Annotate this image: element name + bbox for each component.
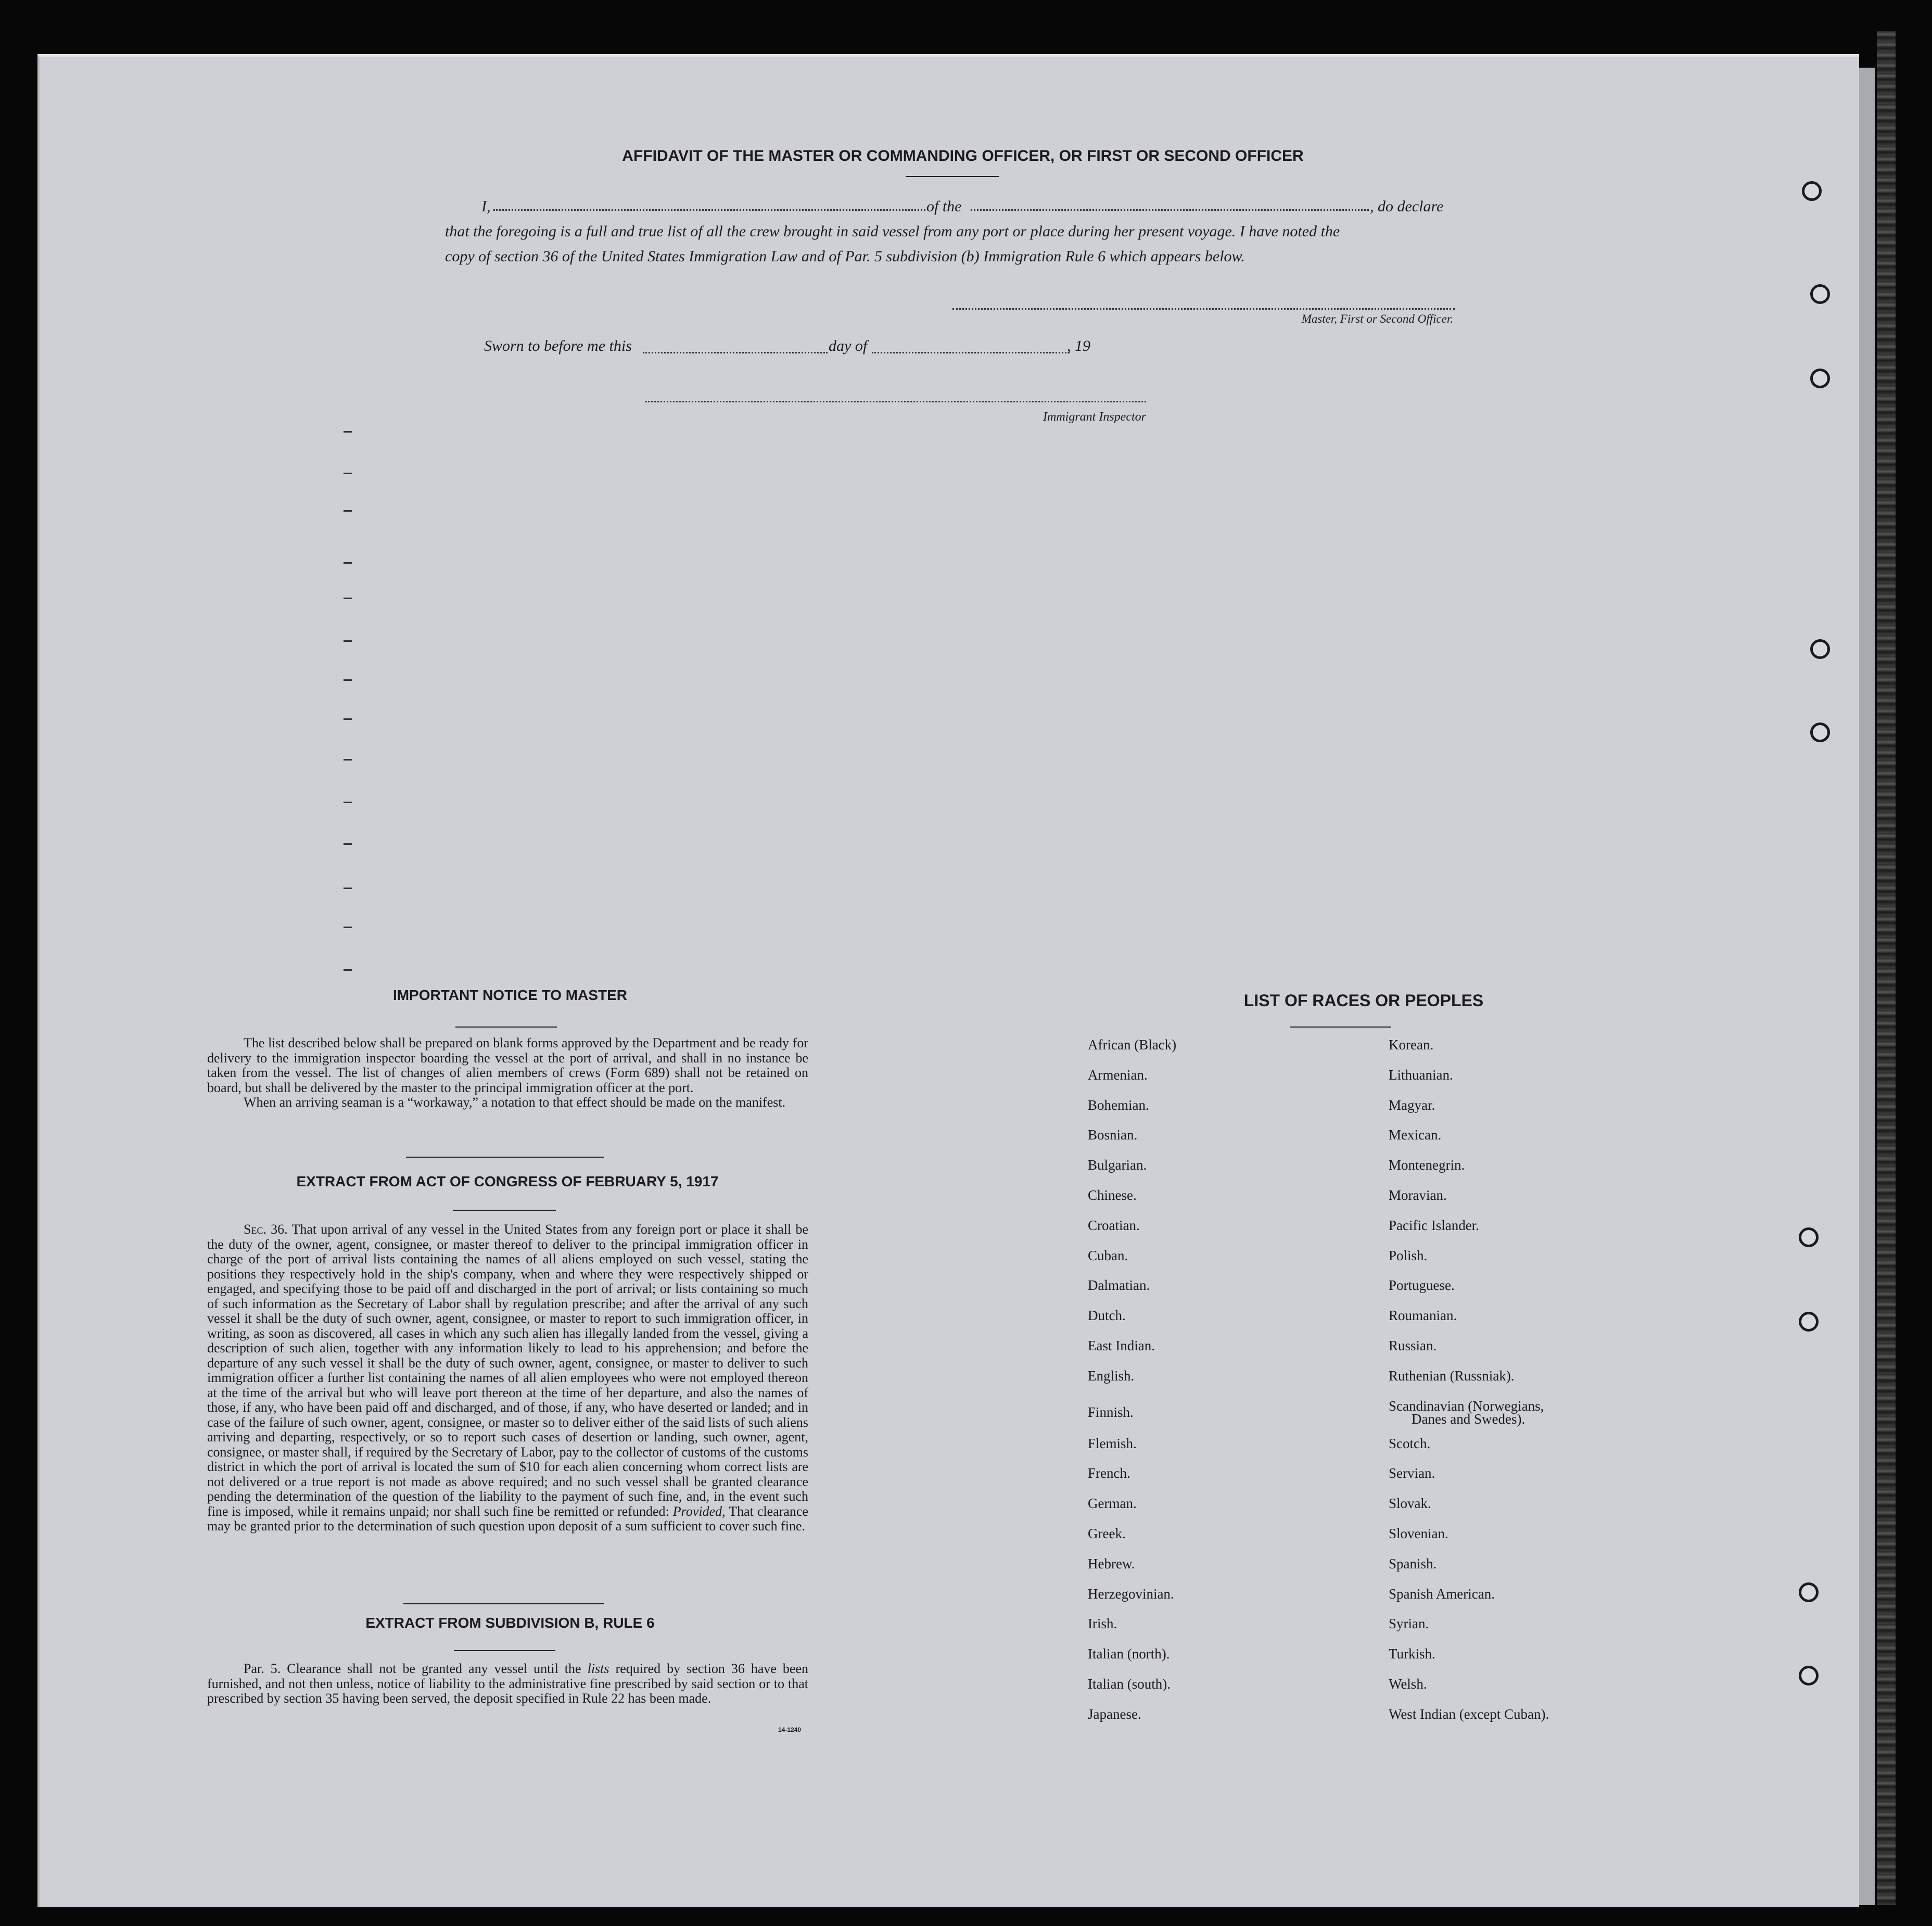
margin-tick bbox=[344, 510, 352, 512]
lists-word: lists bbox=[587, 1661, 609, 1676]
page-edge-strip bbox=[1877, 31, 1896, 1905]
binder-hole-icon bbox=[1799, 1312, 1819, 1332]
notice-paragraph-1: The list described below shall be prepared on blank forms approved by the Department and be ready for delivery to the immigration inspector boarding the vessel at the port of arrival, and shall in no instance be taken from the vessel. The list of changes of alien members of crews (Form 689) shall not be retained on board, but shall be delivered by the master to the principal immigration officer at the port. bbox=[207, 1035, 808, 1095]
margin-tick bbox=[344, 969, 352, 971]
affidavit-line-3: copy of section 36 of the United States Immigration Law and of Par. 5 subdivision (b) Immigration Rule 6 which appears below. bbox=[445, 248, 1245, 265]
affidavit-i-label: I, bbox=[481, 198, 491, 215]
race-item: Flemish. bbox=[1088, 1435, 1137, 1451]
race-item: Italian (south). bbox=[1088, 1676, 1171, 1692]
race-item: Dutch. bbox=[1088, 1308, 1126, 1324]
margin-tick bbox=[344, 473, 352, 474]
race-item: Slovak. bbox=[1389, 1496, 1431, 1512]
race-item: Slovenian. bbox=[1389, 1525, 1448, 1541]
form-number: 14-1240 bbox=[778, 1726, 802, 1733]
master-signature-label: Master, First or Second Officer. bbox=[1301, 312, 1453, 325]
race-item: English. bbox=[1088, 1367, 1135, 1384]
race-item: Welsh. bbox=[1389, 1676, 1427, 1692]
section-36-text-end: That clearance may be granted prior to the determination of such question upon deposit of a sum sufficient to cover such fine. bbox=[207, 1503, 809, 1534]
binder-spine bbox=[1859, 68, 1875, 1905]
binder-hole-icon bbox=[1799, 1666, 1819, 1686]
race-item: Herzegovinian. bbox=[1088, 1586, 1174, 1602]
race-item: East Indian. bbox=[1088, 1337, 1155, 1353]
inspector-signature-line[interactable] bbox=[645, 401, 1146, 402]
races-title-underline bbox=[1290, 1027, 1391, 1028]
race-item: Scotch. bbox=[1389, 1435, 1431, 1451]
par-5-text-end: required by section 36 have been furnished, and not then unless, notice of liability to the administrative fine prescribed by said section or to that prescribed by section 35 having been served, the deposit specified in Rule 22 has been made. bbox=[207, 1661, 808, 1706]
par-5-text-start: Par. 5. Clearance shall not be granted any vessel until the bbox=[244, 1661, 581, 1676]
race-item: Ruthenian (Russniak). bbox=[1389, 1367, 1515, 1384]
master-signature-line[interactable] bbox=[952, 308, 1455, 310]
sworn-month-field[interactable] bbox=[872, 352, 1070, 353]
race-item: Bulgarian. bbox=[1088, 1157, 1147, 1173]
affiant-name-field[interactable] bbox=[493, 209, 925, 211]
section-divider bbox=[406, 1157, 604, 1158]
race-item: Spanish. bbox=[1389, 1555, 1437, 1572]
provided-label: Provided, bbox=[672, 1503, 726, 1519]
margin-tick bbox=[344, 759, 352, 761]
binder-hole-icon bbox=[1802, 181, 1822, 201]
races-left-column bbox=[1088, 1037, 1379, 1737]
race-item: Finnish. bbox=[1088, 1404, 1134, 1420]
margin-tick bbox=[344, 679, 352, 681]
race-item: German. bbox=[1088, 1496, 1137, 1512]
affidavit-of-the-label: of the bbox=[926, 198, 962, 215]
race-item: Spanish American. bbox=[1389, 1586, 1495, 1602]
extract-rule-title: EXTRACT FROM SUBDIVISION B, RULE 6 bbox=[365, 1615, 655, 1631]
race-item: African (Black) bbox=[1088, 1037, 1177, 1053]
notice-body bbox=[207, 1036, 808, 1110]
sworn-day-of-label: day of bbox=[829, 337, 868, 354]
section-divider bbox=[403, 1603, 604, 1604]
margin-tick bbox=[344, 888, 352, 889]
race-item: Russian. bbox=[1389, 1337, 1437, 1353]
race-item: French. bbox=[1088, 1465, 1130, 1481]
binder-hole-icon bbox=[1810, 639, 1830, 659]
margin-tick bbox=[344, 718, 352, 720]
affidavit-line-2: that the foregoing is a full and true list of all the crew brought in said vessel from any port or place during her present voyage. I have noted the bbox=[445, 223, 1340, 240]
sworn-prefix: Sworn to before me this bbox=[484, 337, 632, 354]
notice-paragraph-2: When an arriving seaman is a “workaway,” a notation to that effect should be made on the manifest. bbox=[244, 1095, 786, 1110]
affidavit-title: AFFIDAVIT OF THE MASTER OR COMMANDING OFFICER, OR FIRST OR SECOND OFFICER bbox=[622, 147, 1304, 164]
race-item: Turkish. bbox=[1389, 1646, 1435, 1662]
race-item: Montenegrin. bbox=[1389, 1157, 1465, 1173]
affidavit-declare-label: , do declare bbox=[1370, 198, 1444, 215]
binder-hole-icon bbox=[1810, 723, 1830, 742]
margin-tick bbox=[344, 598, 352, 599]
race-item: Lithuanian. bbox=[1389, 1067, 1453, 1083]
extract-rule-body bbox=[207, 1662, 808, 1706]
race-item: Cuban. bbox=[1088, 1247, 1128, 1263]
race-item: Portuguese. bbox=[1389, 1277, 1455, 1294]
margin-tick bbox=[344, 431, 352, 433]
inspector-signature-label: Immigrant Inspector bbox=[1043, 410, 1146, 424]
race-item: Pacific Islander. bbox=[1389, 1217, 1479, 1233]
margin-tick bbox=[344, 562, 352, 564]
margin-tick bbox=[344, 802, 352, 803]
race-item: Mexican. bbox=[1389, 1127, 1442, 1143]
race-item: Greek. bbox=[1088, 1525, 1126, 1541]
notice-title: IMPORTANT NOTICE TO MASTER bbox=[392, 987, 628, 1003]
race-item: Servian. bbox=[1389, 1465, 1435, 1481]
binder-hole-icon bbox=[1799, 1227, 1819, 1247]
race-item: West Indian (except Cuban). bbox=[1389, 1706, 1549, 1722]
race-item: Irish. bbox=[1088, 1616, 1117, 1632]
extract-act-title: EXTRACT FROM ACT OF CONGRESS OF FEBRUARY 5, 1917 bbox=[296, 1173, 719, 1189]
section-36-text: That upon arrival of any vessel in the United States from any foreign port or place it shall be the duty of the owner, agent, consignee, or master thereof to deliver to the principal immigration officer in charge of the port of arrival lists containing the names of all aliens employed on such vessel, stating the positions they respectively hold in the ship's company, when and where they were respectively shipped or engaged, and specifying those to be paid off and discharged in the port of arrival; or lists containing so much of such information as the Secretary of Labor shall by regulation prescribe; and after the arrival of any such vessel it shall be the duty of such owner, agent, consignee, or master to report to such immigration officer, in writing, as soon as discovered, all cases in which any such alien has illegally landed from the vessel, giving a description of such alien, together with any information likely to lead to his apprehension; and before the departure of any such vessel it shall be the duty of such owner, agent, consignee, or master to deliver to such immigration officer a further list containing the names of all alien employees who were not employed thereon at the time of the arrival but who will leave port thereon at the time of her departure, and also the names of those, if any, who have been paid off and discharged, and of those, if any, who have deserted or landed; and in case of the failure of such owner, agent, consignee, or master so to deliver either of the said lists of such aliens arriving and departing, respectively, or so to report such cases of desertion or landing, such owner, agent, consignee, or master shall, if required by the Secretary of Labor, pay to the collector of customs of the customs district in which the port of arrival is located the sum of $10 for each alien concerning whom correct lists are not delivered or a true report is not made as above required; and no such vessel shall be granted clearance pending the determination of the question of the liability to the payment of such fine, and, in the event such fine is imposed, while it remains unpaid; nor shall such fine be remitted or refunded: bbox=[207, 1222, 808, 1519]
race-item: Bosnian. bbox=[1088, 1127, 1138, 1143]
race-item: Hebrew. bbox=[1088, 1555, 1135, 1572]
sworn-year-label: , 19 bbox=[1067, 337, 1090, 354]
section-36-label: Sec. 36. bbox=[244, 1222, 288, 1237]
race-item: Magyar. bbox=[1389, 1097, 1435, 1113]
race-item: Bohemian. bbox=[1088, 1097, 1149, 1113]
binder-hole-icon bbox=[1799, 1582, 1819, 1602]
vessel-name-field[interactable] bbox=[971, 209, 1369, 211]
sworn-day-field[interactable] bbox=[643, 352, 828, 353]
notice-title-underline bbox=[455, 1027, 557, 1028]
race-item-continued: Danes and Swedes). bbox=[1412, 1411, 1526, 1427]
extract-act-underline bbox=[453, 1210, 556, 1211]
race-item: Moravian. bbox=[1389, 1187, 1447, 1203]
races-title: LIST OF RACES OR PEOPLES bbox=[1243, 991, 1484, 1010]
binder-hole-icon bbox=[1810, 369, 1830, 388]
margin-tick bbox=[344, 927, 352, 928]
margin-tick bbox=[344, 843, 352, 845]
races-right-column bbox=[1389, 1037, 1680, 1737]
race-item: Italian (north). bbox=[1088, 1646, 1170, 1662]
race-item: Dalmatian. bbox=[1088, 1277, 1150, 1294]
race-item: Korean. bbox=[1389, 1037, 1434, 1053]
extract-rule-underline bbox=[454, 1650, 555, 1651]
race-item: Syrian. bbox=[1389, 1616, 1429, 1632]
race-item: Roumanian. bbox=[1389, 1308, 1457, 1324]
margin-tick bbox=[344, 640, 352, 642]
race-item: Japanese. bbox=[1088, 1706, 1141, 1722]
race-item: Croatian. bbox=[1088, 1217, 1140, 1233]
race-item: Armenian. bbox=[1088, 1067, 1148, 1083]
title-underline bbox=[906, 176, 999, 177]
race-item: Chinese. bbox=[1088, 1187, 1137, 1203]
race-item: Scandinavian (Norwegians, bbox=[1389, 1398, 1544, 1414]
extract-act-body bbox=[207, 1222, 808, 1534]
race-item: Polish. bbox=[1389, 1247, 1428, 1263]
binder-hole-icon bbox=[1810, 284, 1830, 304]
